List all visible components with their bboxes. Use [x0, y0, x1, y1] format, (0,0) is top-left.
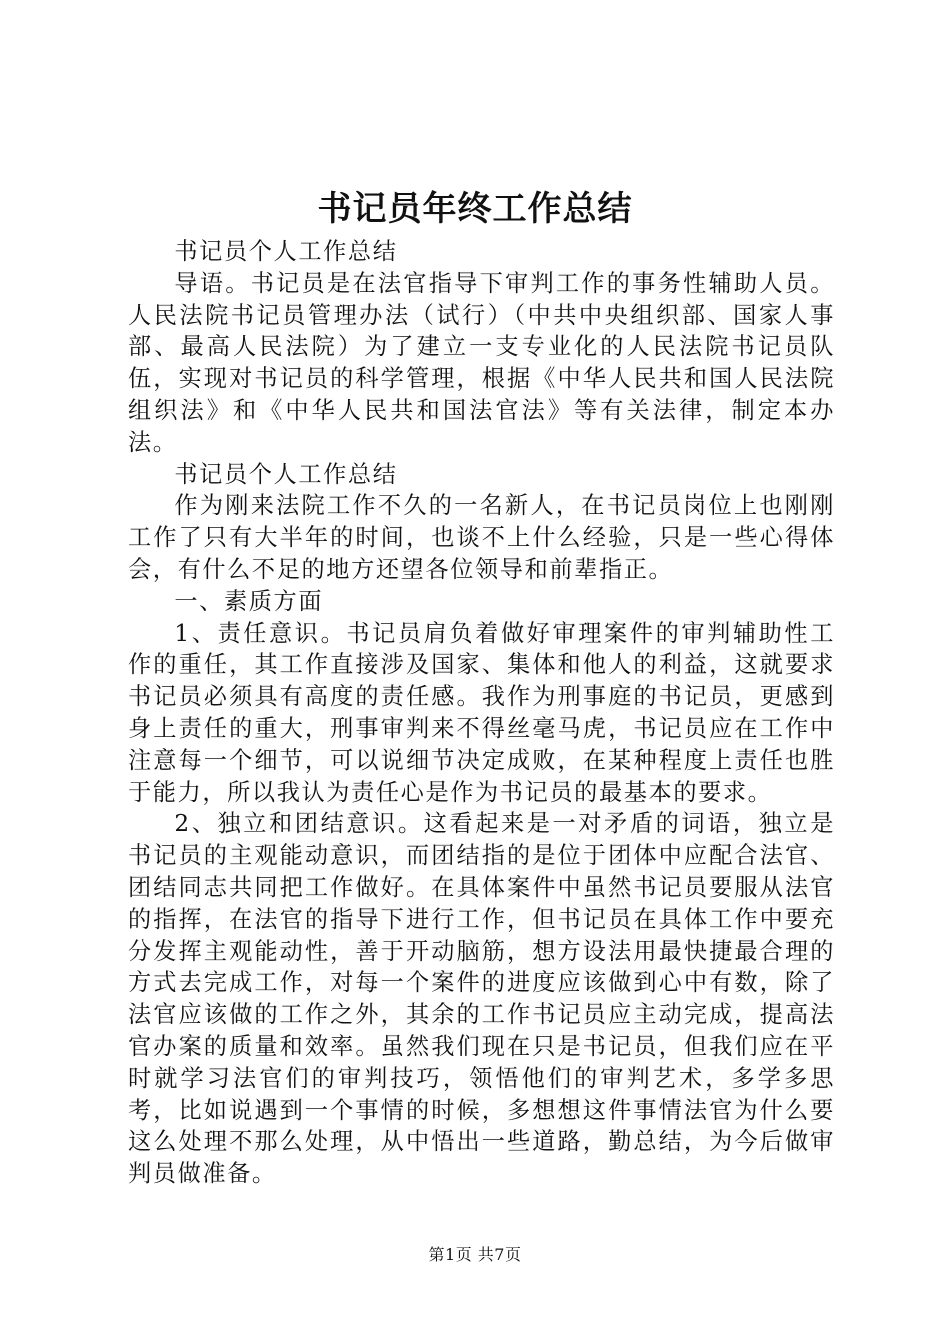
section-heading: 书记员个人工作总结	[174, 238, 398, 265]
body-paragraph: 导语。书记员是在法官指导下审判工作的事务性辅助人员。人民法院书记员管理办法（试行）（中共中央组织部、国家人事部、最高人民法院）为了建立一支专业化的人民法院书记员队伍，实现对书记员的科学管理，根据《中华人民共和国人民法院组织法》和《中华人民共和国法官法》等有关法律，制定本办法。	[128, 269, 835, 456]
body-paragraph: 2、独立和团结意识。这看起来是一对矛盾的词语，独立是书记员的主观能动意识，而团结指的是位于团体中应配合法官、团结同志共同把工作做好。在具体案件中虽然书记员要服从法官的指挥，在法官的指导下进行工作，但书记员在具体工作中要充分发挥主观能动性，善于开动脑筋，想方设法用最快捷最合理的方式去完成工作，对每一个案件的进度应该做到心中有数，除了法官应该做的工作之外，其余的工作书记员应主动完成，提高法官办案的质量和效率。虽然我们现在只是书记员，但我们应在平时就学习法官们的审判技巧，领悟他们的审判艺术，多学多思考，比如说遇到一个事情的时候，多想想这件事情法官为什么要这么处理不那么处理，从中悟出一些道路，勤总结，为今后做审判员做准备。	[128, 810, 835, 1188]
body-paragraph: 作为刚来法院工作不久的一名新人，在书记员岗位上也刚刚工作了只有大半年的时间，也谈不上什么经验，只是一些心得体会，有什么不足的地方还望各位领导和前辈指正。	[128, 492, 835, 583]
document-title: 书记员年终工作总结	[317, 189, 633, 229]
section-heading: 一、素质方面	[174, 587, 324, 615]
body-paragraph: 1、责任意识。书记员肩负着做好审理案件的审判辅助性工作的重任，其工作直接涉及国家、集体和他人的利益，这就要求书记员必须具有高度的责任感。我作为刑事庭的书记员，更感到身上责任的重大，刑事审判来不得丝毫马虎，书记员应在工作中注意每一个细节，可以说细节决定成败，在某种程度上责任也胜于能力，所以我认为责任心是作为书记员的最基本的要求。	[128, 619, 835, 806]
document-body	[128, 236, 835, 1190]
section-heading: 书记员个人工作总结	[174, 460, 398, 488]
page-number-footer: 第1页 共7页	[428, 1245, 522, 1264]
